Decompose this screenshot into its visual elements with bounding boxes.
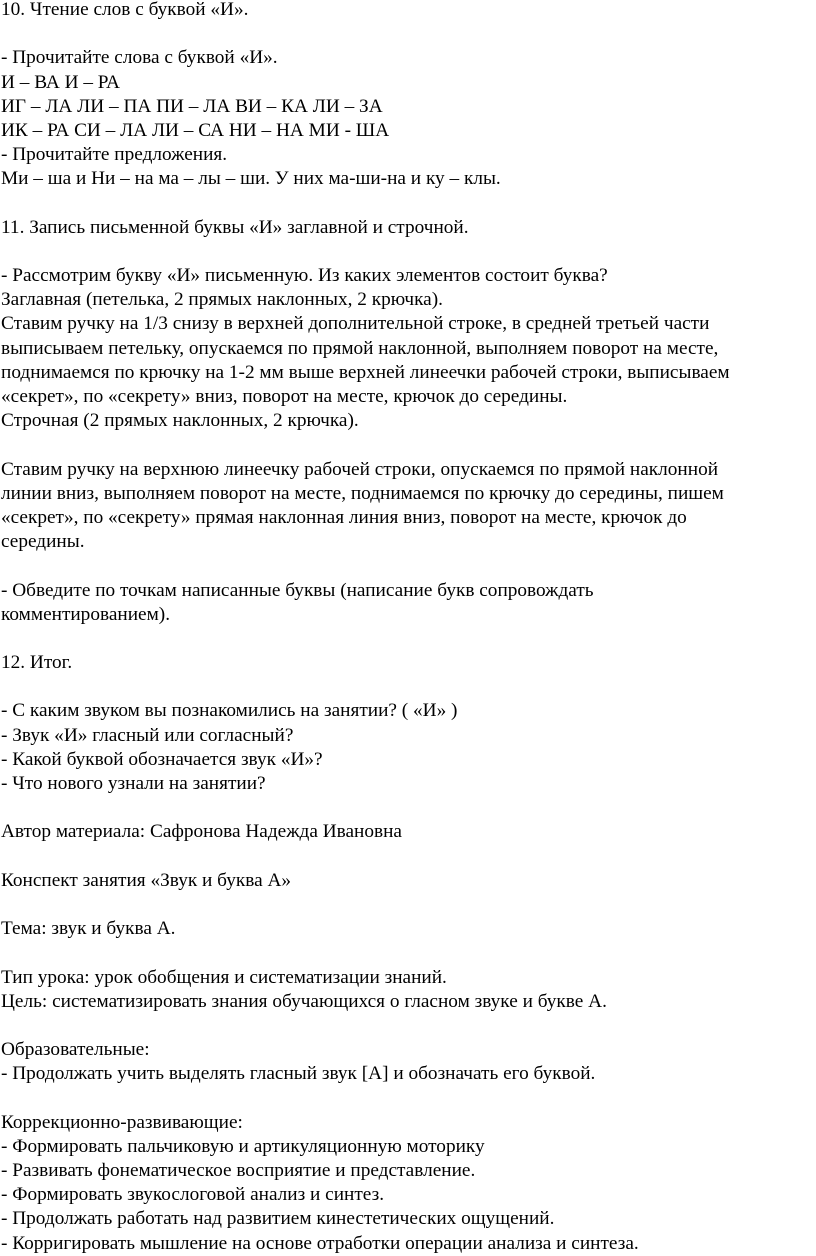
blank-line [1,675,816,699]
text-line: Ставим ручку на верхнюю линеечку рабочей строки, опускаемся по прямой наклонной [1,458,719,480]
blank-line [1,796,816,820]
blank-line [1,240,816,264]
text-line: Заглавная (петелька, 2 прямых наклонных, 2 крючка). [1,289,443,311]
text-line: - Корригировать мышление на основе отработки операции анализа и синтеза. [1,1232,639,1254]
blank-line [1,1014,816,1038]
blank-line [1,893,816,917]
blank-line [1,22,816,46]
text-line: «секрет», по «секрету» прямая наклонная линия вниз, поворот на месте, крючок до [1,506,687,528]
lesson-title: Конспект занятия «Звук и буква А» [1,869,292,891]
text-line: - Обведите по точкам написанные буквы (написание букв сопровождать [1,579,594,601]
text-line: Тип урока: урок обобщения и систематизации знаний. [1,966,447,988]
text-line: - Прочитайте предложения. [1,144,228,166]
section-heading: 11. Запись письменной буквы «И» заглавной и строчной. [1,216,469,238]
author-line: Автор материала: Сафронова Надежда Ивановна [1,821,402,843]
text-line: И – ВА И – РА [1,71,120,93]
text-line: - С каким звуком вы познакомились на занятии? ( «И» ) [1,700,458,722]
subsection-heading: Образовательные: [1,1039,150,1061]
blank-line [1,433,816,457]
text-line: - Звук «И» гласный или согласный? [1,724,294,746]
text-line: ИК – РА СИ – ЛА ЛИ – СА НИ – НА МИ - ША [1,119,390,141]
text-line: - Прочитайте слова с буквой «И». [1,47,278,69]
lesson-topic: Тема: звук и буква А. [1,918,176,940]
section-heading: 10. Чтение слов с буквой «И». [1,0,249,20]
blank-line [1,1086,816,1110]
text-line: - Что нового узнали на занятии? [1,773,266,794]
text-line: ИГ – ЛА ЛИ – ПА ПИ – ЛА ВИ – КА ЛИ – ЗА [1,95,383,117]
text-line: комментированием). [1,603,171,625]
text-line: Цель: систематизировать знания обучающихся о гласном звуке и букве А. [1,990,607,1012]
blank-line [1,627,816,651]
text-line: выписываем петельку, опускаемся по прямой наклонной, выполняем поворот на месте, [1,337,719,359]
text-line: поднимаемся по крючку на 1-2 мм выше верхней линеечки рабочей строки, выписываем [1,361,730,383]
section-heading: 12. Итог. [1,652,73,674]
subsection-heading: Коррекционно-развивающие: [1,1111,243,1133]
blank-line [1,941,816,965]
text-line: Ставим ручку на 1/3 снизу в верхней дополнительной строке, в средней третьей части [1,313,710,335]
text-line: - Формировать звукослоговой анализ и синтез. [1,1184,385,1206]
text-line: «секрет», по «секрету» вниз, поворот на месте, крючок до середины. [1,386,568,407]
text-line: - Рассмотрим букву «И» письменную. Из каких элементов состоит буква? [1,265,608,287]
text-line: - Продолжать учить выделять гласный звук [А] и обозначать его буквой. [1,1063,596,1085]
text-line: - Формировать пальчиковую и артикуляционную моторику [1,1135,485,1157]
text-line: линии вниз, выполняем поворот на месте, поднимаемся по крючку до середины, пишем [1,482,724,504]
text-line: середины. [1,531,85,553]
text-line: - Развивать фонематическое восприятие и представление. [1,1160,476,1181]
text-line: Ми – ша и Ни – на ма – лы – ши. У них ма-ши-на и ку – клы. [1,168,501,190]
text-line: Строчная (2 прямых наклонных, 2 крючка). [1,410,359,432]
text-line: - Продолжать работать над развитием кинестетических ощущений. [1,1208,555,1230]
blank-line [1,845,816,869]
blank-line [1,192,816,216]
text-line: - Какой буквой обозначается звук «И»? [1,748,323,770]
blank-line [1,554,816,578]
